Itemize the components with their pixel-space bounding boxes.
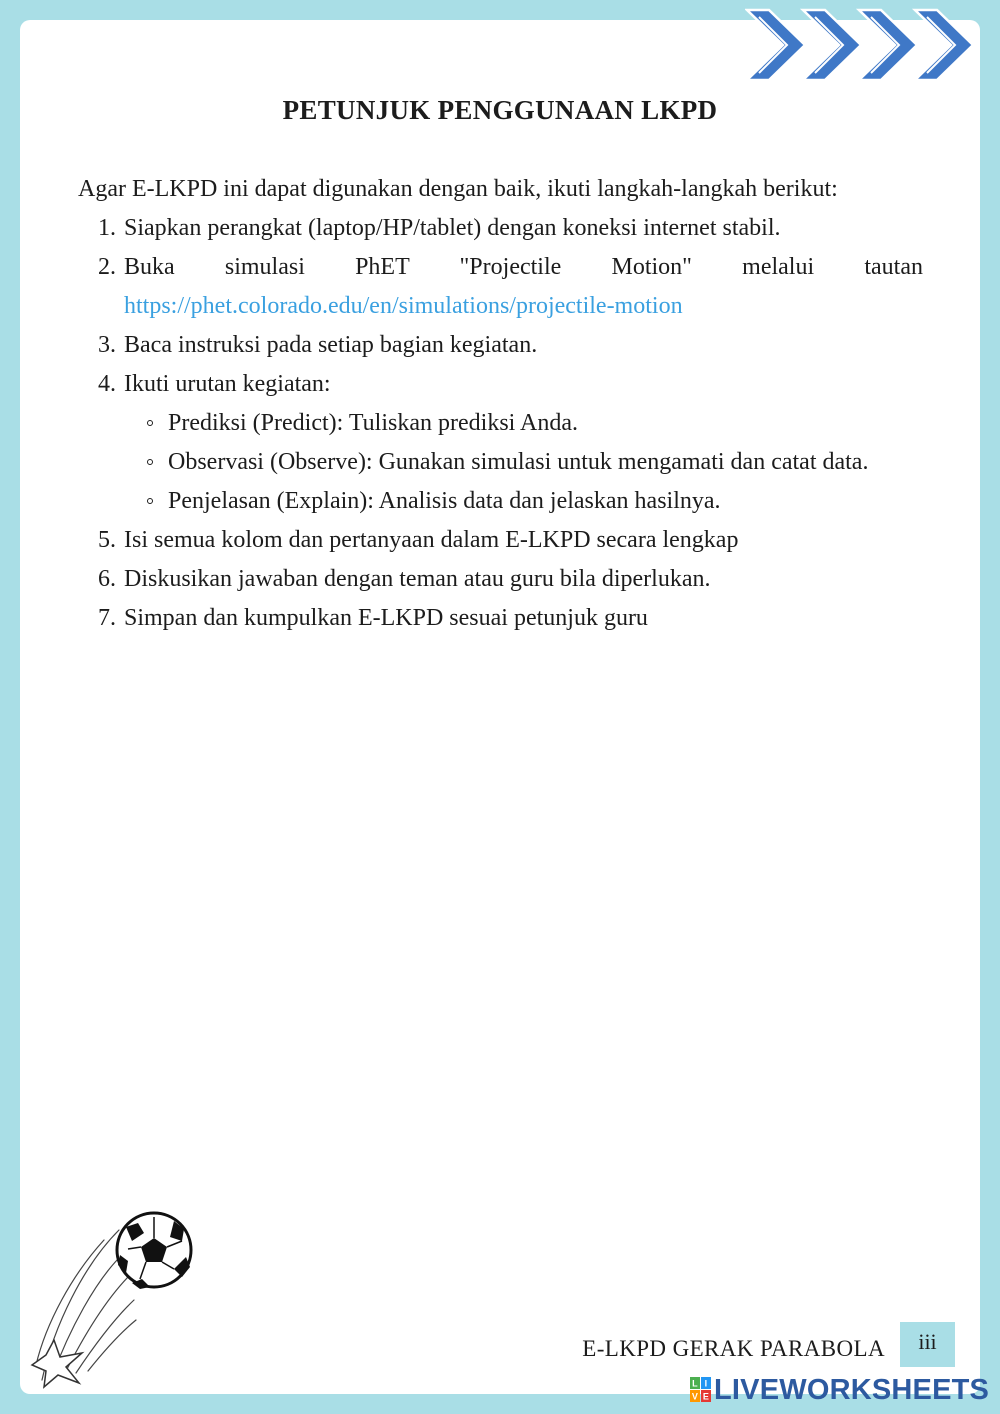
instructions-body bbox=[78, 170, 923, 638]
step-text: Baca instruksi pada setiap bagian kegiatan. bbox=[124, 332, 538, 358]
soccer-ball-icon bbox=[24, 1205, 199, 1390]
step-number: 3. bbox=[98, 332, 116, 358]
step-number: 6. bbox=[98, 566, 116, 592]
step-number: 4. bbox=[98, 371, 116, 397]
substep-text: Observasi (Observe): Gunakan simulasi untuk mengamati dan catat data. bbox=[168, 449, 869, 475]
step-number: 5. bbox=[98, 527, 116, 553]
svg-text:L: L bbox=[692, 1378, 698, 1389]
list-item bbox=[78, 209, 923, 248]
step-text: Siapkan perangkat (laptop/HP/tablet) dengan koneksi internet stabil. bbox=[124, 215, 781, 241]
watermark-text: LIVEWORKSHEETS bbox=[714, 1373, 990, 1406]
list-item bbox=[78, 599, 923, 638]
substeps-list bbox=[124, 404, 923, 521]
list-item bbox=[78, 326, 923, 365]
footer-title: E-LKPD GERAK PARABOLA bbox=[582, 1336, 885, 1361]
substep-text: Prediksi (Predict): Tuliskan prediksi Anda. bbox=[168, 410, 578, 436]
circle-bullet-icon bbox=[147, 459, 153, 465]
svg-text:E: E bbox=[702, 1391, 710, 1402]
circle-bullet-icon bbox=[147, 498, 153, 504]
chevron-arrows-icon bbox=[745, 0, 1000, 90]
list-item bbox=[124, 482, 923, 521]
step-text: Diskusikan jawaban dengan teman atau guru bila diperlukan. bbox=[124, 566, 711, 592]
list-item bbox=[124, 443, 923, 482]
step-text: Ikuti urutan kegiatan: bbox=[124, 371, 331, 397]
svg-text:I: I bbox=[704, 1378, 708, 1389]
step-number: 7. bbox=[98, 605, 116, 631]
circle-bullet-icon bbox=[147, 420, 153, 426]
step-text: Isi semua kolom dan pertanyaan dalam E-LKPD secara lengkap bbox=[124, 527, 739, 553]
list-item bbox=[78, 521, 923, 560]
step-number: 2. bbox=[98, 254, 116, 280]
step-number: 1. bbox=[98, 215, 116, 241]
step-text: Simpan dan kumpulkan E-LKPD sesuai petunjuk guru bbox=[124, 605, 648, 631]
substep-text: Penjelasan (Explain): Analisis data dan jelaskan hasilnya. bbox=[168, 488, 721, 514]
page-number: iii bbox=[900, 1322, 955, 1367]
liveworksheets-logo-icon bbox=[690, 1377, 712, 1403]
list-item bbox=[124, 404, 923, 443]
list-item bbox=[78, 560, 923, 599]
list-item bbox=[78, 248, 923, 326]
step-text: Buka simulasi PhET "Projectile Motion" melalui tautan bbox=[124, 254, 923, 280]
svg-text:V: V bbox=[691, 1391, 699, 1402]
liveworksheets-watermark bbox=[690, 1373, 989, 1407]
phet-link[interactable]: https://phet.colorado.edu/en/simulations/projectile-motion bbox=[124, 293, 683, 319]
intro-text: Agar E-LKPD ini dapat digunakan dengan baik, ikuti langkah-langkah berikut: bbox=[78, 176, 838, 202]
page-title: PETUNJUK PENGGUNAAN LKPD bbox=[282, 95, 718, 125]
steps-list bbox=[78, 209, 923, 638]
list-item bbox=[78, 365, 923, 521]
